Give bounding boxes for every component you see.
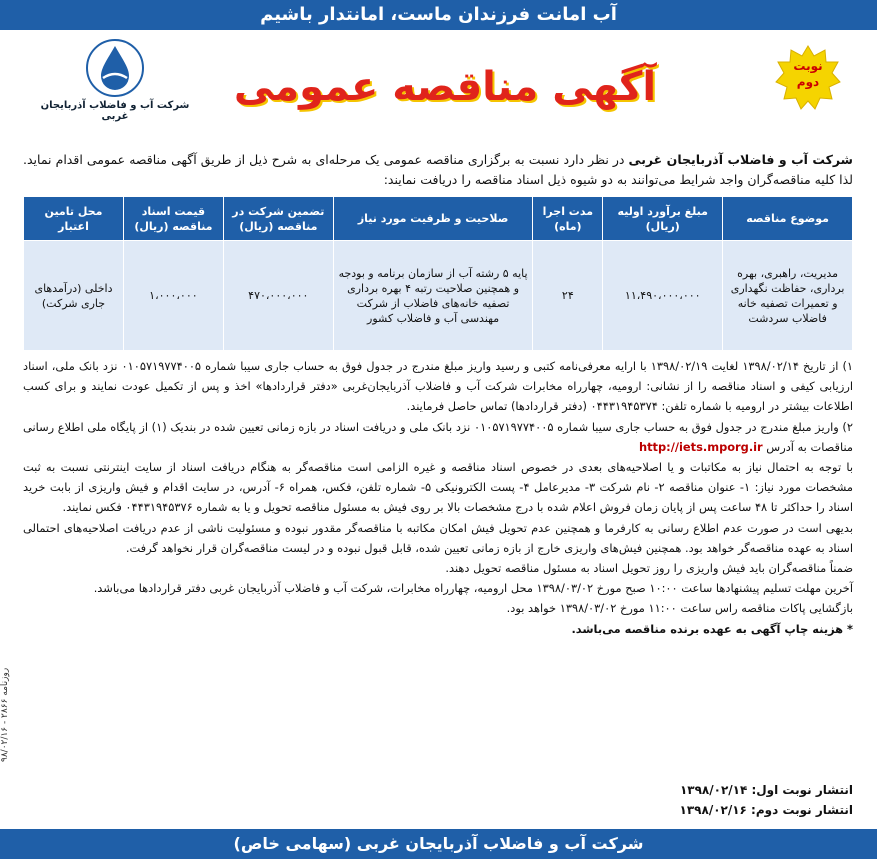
- cell-duration: ۲۴: [533, 241, 603, 351]
- header-subject: موضوع مناقصه: [723, 197, 853, 241]
- table-row: [24, 241, 853, 351]
- clause-deadline: آخرین مهلت تسلیم پیشنهادها ساعت ۱۰:۰۰ صبح مورخ ۱۳۹۸/۰۳/۰۲ محل ارومیه، چهارراه مخابرات، شرکت آب و فاضلاب آذربایجان غربی دفتر قراردادها می‌باشد.: [93, 581, 853, 596]
- company-name: شرکت آب و فاضلاب آذربایجان غربی: [628, 152, 853, 167]
- announcement-body: [23, 356, 853, 639]
- publication-first: انتشار نوبت اول: ۱۳۹۸/۰۲/۱۴: [679, 783, 853, 797]
- clause-print-cost: * هزینه چاپ آگهی به عهده برنده مناقصه می‌باشد.: [571, 621, 853, 636]
- clause-2: [23, 417, 853, 457]
- cell-funding: داخلی (درآمدهای جاری شرکت): [24, 241, 124, 351]
- publication-second: انتشار نوبت دوم: ۱۳۹۸/۰۲/۱۶: [679, 803, 853, 817]
- tender-table: [23, 196, 853, 351]
- bottom-banner: شرکت آب و فاضلاب آذربایجان غربی (سهامی خاص): [0, 829, 877, 859]
- header-funding: محل تامین اعتبار: [24, 197, 124, 241]
- intro-paragraph: [23, 150, 853, 190]
- cell-estimate: ۱۱،۴۹۰،۰۰۰،۰۰۰: [603, 241, 723, 351]
- company-logo: [40, 38, 190, 128]
- clause-registration: با توجه به احتمال نیاز به مکاتبات و یا اصلاحیه‌های بعدی در خصوص اسناد مناقصه و غیره الزامی است مناقصه‌گر به هنگام دریافت اسناد از سایت اینترنتی نسبت به ثبت مشخصات مورد نیاز: ۱- عنوان مناقصه ۲- نام شرکت ۳- مدیرعامل ۴- پست الکترونیکی ۵- شماره تلفن، فکس، همراه ۶- آدرس، در سایت اقدام و فیش واریزی از بابت خرید اسناد را حداکثر تا ۴۸ ساعت پس از پایان زمان فروش اعلام شده با درج مشخصات بالا بر روی فیش به مسئول مناقصه تحویل و یا به شماره ۰۴۴۳۱۹۴۵۳۷۶ فکس نمایند.: [23, 460, 854, 515]
- page-title: آگهی مناقصه عمومی: [233, 64, 657, 110]
- badge-line-2: دوم: [796, 75, 820, 89]
- cell-subject: مدیریت، راهبری، بهره برداری، حفاظت نگهداری و تعمیرات تصفیه خانه فاضلاب سردشت: [723, 241, 853, 351]
- cell-document-price: ۱،۰۰۰،۰۰۰: [123, 241, 223, 351]
- badge-line-1: نوبت: [793, 59, 823, 73]
- water-drop-logo-icon: [85, 38, 145, 98]
- clause-receipt: ضمناً مناقصه‌گران باید فیش واریزی را روز تحویل اسناد به مسئول مناقصه تحویل دهند.: [445, 561, 853, 576]
- top-banner: آب امانت فرزندان ماست، امانتدار باشیم: [0, 0, 877, 30]
- tender-website-link[interactable]: http://iets.mporg.ir: [639, 439, 763, 454]
- newspaper-side-strip: روزنامه ۲۸۶۶ - ۹۸/۰۲/۱۶: [0, 667, 10, 763]
- table-header-row: [24, 197, 853, 241]
- clause-liability: بدیهی است در صورت عدم اطلاع رسانی به کارفرما و همچنین عدم تحویل فیش امکان مکاتبه با مناقصه‌گر مقدور نبوده و مسئولیت ناشی از عدم دریافت اصلاحیه‌های احتمالی اسناد به عهده مناقصه‌گر خواهد بود. همچنین فیش‌های واریزی خارج از بازه زمانی تعیین شده، قابل قبول نبوده و در لیست مناقصه‌گران قرار نخواهد گرفت.: [23, 520, 853, 555]
- header-duration: مدت اجرا (ماه): [533, 197, 603, 241]
- header-guarantee: تضمین شرکت در مناقصه (ریال): [223, 197, 333, 241]
- header-estimate: مبلغ برآورد اولیه (ریال): [603, 197, 723, 241]
- cell-guarantee: ۴۷۰،۰۰۰،۰۰۰: [223, 241, 333, 351]
- clause-1: ۱) از تاریخ ۱۳۹۸/۰۲/۱۴ لغایت ۱۳۹۸/۰۲/۱۹ با ارایه معرفی‌نامه کتبی و رسید واریز مبلغ مندرج در جدول فوق به حساب جاری سیبا شماره ۰۱۰۵۷۱۹۷۷۴۰۰۵ نزد بانک ملی، اسناد ارزیابی کیفی و اسناد مناقصه را از نشانی: ارومیه، چهارراه مخابرات شرکت آب و فاضلاب آذربایجان‌غربی «دفتر قراردادها» اخذ و پس از تکمیل عودت نمایند و برای کسب اطلاعات بیشتر در ارومیه با شماره تلفن: ۰۴۴۳۱۹۴۵۳۷۴ (دفتر قراردادها) تماس حاصل فرمایند.: [23, 359, 854, 414]
- logo-caption: شرکت آب و فاضلاب آذربایجان غربی: [40, 100, 190, 122]
- second-round-badge: [775, 44, 841, 110]
- clause-2-text: ۲) واریز مبلغ مندرج در جدول فوق به حساب جاری سیبا شماره ۰۱۰۵۷۱۹۷۷۴۰۰۵ نزد بانک ملی و دریافت اسناد در بازه زمانی تعیین شده در بندیک (۱) از پایگاه ملی اطلاع رسانی مناقصات به آدرس: [23, 419, 853, 454]
- cell-qualification: پایه ۵ رشته آب از سازمان برنامه و بودجه و همچنین صلاحیت رتبه ۴ بهره برداری تصفیه خانه‌های فاضلاب از شرکت مهندسی آب و فاضلاب کشور: [333, 241, 533, 351]
- clause-opening: بازگشایی پاکات مناقصه راس ساعت ۱۱:۰۰ مورخ ۱۳۹۸/۰۳/۰۲ خواهد بود.: [506, 601, 853, 616]
- publication-dates: [553, 780, 853, 820]
- header-document-price: قیمت اسناد مناقصه (ریال): [123, 197, 223, 241]
- header-qualification: صلاحیت و ظرفیت مورد نیاز: [333, 197, 533, 241]
- intro-text: در نظر دارد نسبت به برگزاری مناقصه عمومی یک مرحله‌ای به شرح ذیل از طریق آگهی مناقصه عمومی اقدام نماید. لذا کلیه مناقصه‌گران واجد شرایط می‌توانند به دو شیوه ذیل اسناد مناقصه را دریافت نمایند:: [23, 152, 853, 187]
